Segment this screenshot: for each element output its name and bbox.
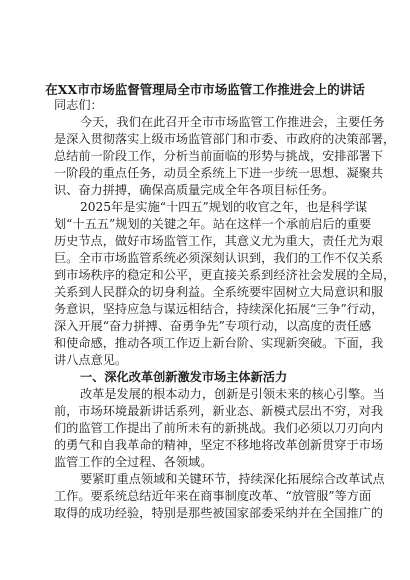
paragraph-line: 总结前一阶段工作，分析当前面临的形势与挑战，安排部署下 xyxy=(54,149,384,163)
document-title: 在XX市市场监督管理局全市市场监管工作推进会上的讲话 xyxy=(45,82,365,97)
paragraph-line: 深入开展“奋力拼搏、奋勇争先”专项行动，以高度的责任感 xyxy=(54,319,372,333)
paragraph-line: 巨。全市市场监管系统必须深刻认识到，我们的工作不仅关系 xyxy=(54,251,384,265)
paragraph-line: 的勇气和自我革命的精神，坚定不移地将改革创新贯穿于市场 xyxy=(54,438,384,452)
paragraph-line: 要紧盯重点领域和关键环节，持续深化拓展综合改革试点 xyxy=(80,472,385,486)
paragraph-line: 2025年是实施“十四五”规划的收官之年，也是科学谋 xyxy=(80,200,368,214)
paragraph-line: 改革是发展的根本动力，创新是引领未来的核心引擎。当 xyxy=(80,387,385,401)
salutation: 同志们： xyxy=(54,98,103,112)
paragraph-line: 是深入贯彻落实上级市场监管部门和市委、市政府的决策部署， xyxy=(54,132,396,146)
paragraph-line: 今天，我们在此召开全市市场监管工作推进会，主要任务 xyxy=(80,115,385,129)
paragraph-line: 到市场秩序的稳定和公平，更直接关系到经济社会发展的全局， xyxy=(54,268,396,282)
paragraph-line: 前，市场环境最新讲话系列，新业态、新模式层出不穷，对我 xyxy=(54,404,384,418)
paragraph-line: 识、奋力拼搏，确保高质量完成全年各项目标任务。 xyxy=(54,183,335,197)
paragraph-line: 一阶段的重点任务，动员全系统上下进一步统一思想、凝聚共 xyxy=(54,166,384,180)
paragraph-line: 和使命感，推动各项工作迈上新台阶、实现新突破。下面，我 xyxy=(54,336,384,350)
paragraph-line: 讲八点意见。 xyxy=(54,353,128,367)
paragraph-line: 工作。要系统总结近年来在商事制度改革、“放管服”等方面 xyxy=(54,489,372,503)
paragraph-line: 监管工作的全过程、各领域。 xyxy=(54,455,213,469)
paragraph-line: 取得的成功经验，特别是那些被国家部委采纳并在全国推广的 xyxy=(54,506,384,520)
paragraph-line: 划“十五五”规划的关键之年。站在这样一个承前启后的重要 xyxy=(54,217,372,231)
paragraph-line: 们的监管工作提出了前所未有的新挑战。我们必须以刀刃向内 xyxy=(54,421,384,435)
paragraph-line: 务意识，坚持应急与谋远相结合，持续深化拓展“三争”行动， xyxy=(54,302,384,316)
section-heading: 一、深化改革创新激发市场主体新活力 xyxy=(80,370,288,384)
paragraph-line: 历史节点，做好市场监管工作，其意义尤为重大，责任尤为艰 xyxy=(54,234,384,248)
paragraph-line: 关系到人民群众的切身利益。全系统要牢固树立大局意识和服 xyxy=(54,285,384,299)
